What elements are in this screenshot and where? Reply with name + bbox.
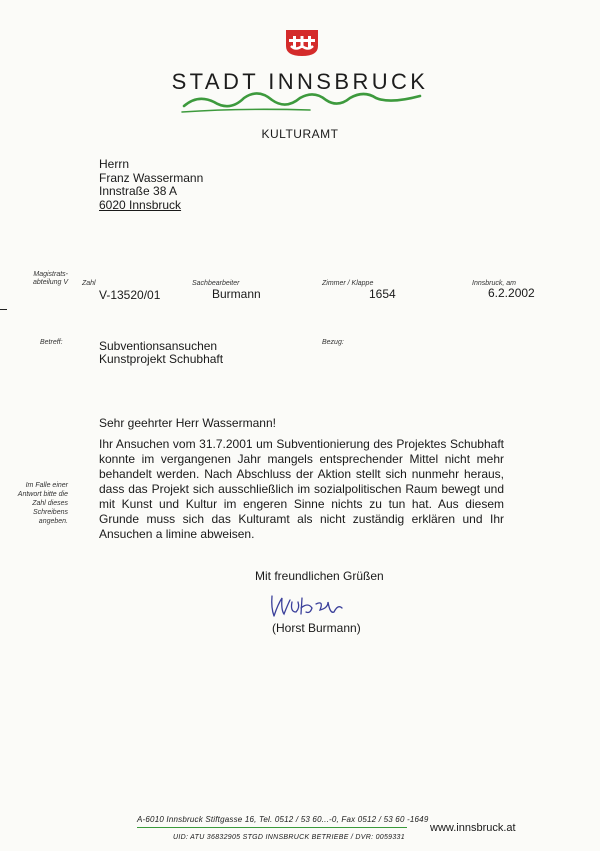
footer-divider [137, 827, 407, 828]
footer-address: A-6010 Innsbruck Stiftgasse 16, Tel. 0512 / 53 60...-0, Fax 0512 / 53 60 -1649 [137, 815, 429, 824]
recipient-salutation: Herrn [99, 157, 130, 171]
zimmer-value: 1654 [369, 287, 396, 301]
recipient-name: Franz Wassermann [99, 170, 204, 185]
signer-name: (Horst Burmann) [272, 621, 361, 635]
magistrat-label: Magistrats- abteilung V [32, 271, 68, 286]
green-swoosh-logo-icon [180, 86, 425, 116]
footer-uid: UID: ATU 36832905 STGD INNSBRUCK BETRIEBE / DVR: 0059331 [173, 834, 405, 841]
letter-greeting: Sehr geehrter Herr Wassermann! [99, 416, 276, 430]
fold-mark [0, 309, 7, 310]
department-name: KULTURAMT [261, 127, 339, 141]
zahl-label: Zahl [82, 280, 96, 287]
sachbearbeiter-value: Burmann [212, 287, 261, 301]
city-name-wordmark: STADT INNSBRUCK [171, 69, 429, 94]
letter-body: Ihr Ansuchen vom 31.7.2001 um Subventionierung des Projektes Schubhaft konnte im vergangenen Jahr mangels entsprechender Mittel nicht mehr behandelt werden. Nach Abschluss der Aktion stellt sich nunmehr heraus, dass das Projekt sich ausschließlich im sozialpolitischen Raum bewegt und mit Kunst und Kultur im engeren Sinne nichts zu tun hat. Aus diesem Grunde muss sich das Kulturamt als nicht zuständig erklären und Ihr Ansuchen a limine abweisen. [99, 437, 504, 541]
sachbearbeiter-label: Sachbearbeiter [192, 280, 240, 287]
handwritten-signature-icon [268, 590, 348, 622]
recipient-street: Innstraße 38 A [99, 184, 178, 198]
margin-note: Im Falle einer Antwort bitte die Zahl dieses Schreibens angeben. [17, 482, 68, 525]
zahl-value: V-13520/01 [99, 288, 161, 302]
recipient-address [99, 158, 203, 212]
city-coat-of-arms-icon [286, 30, 318, 56]
datum-label: Innsbruck, am [472, 280, 516, 287]
datum-value: 6.2.2002 [488, 286, 535, 300]
betreff-line-1: Subventionsansuchen [99, 339, 218, 353]
bezug-label: Bezug: [322, 339, 344, 346]
recipient-city: 6020 Innsbruck [99, 197, 182, 212]
letter-closing: Mit freundlichen Grüßen [255, 569, 384, 583]
zimmer-label: Zimmer / Klappe [322, 280, 374, 287]
betreff-line-2: Kunstprojekt Schubhaft [99, 352, 224, 366]
footer-website-link[interactable]: www.innsbruck.at [430, 822, 516, 834]
betreff-label: Betreff: [40, 339, 63, 346]
